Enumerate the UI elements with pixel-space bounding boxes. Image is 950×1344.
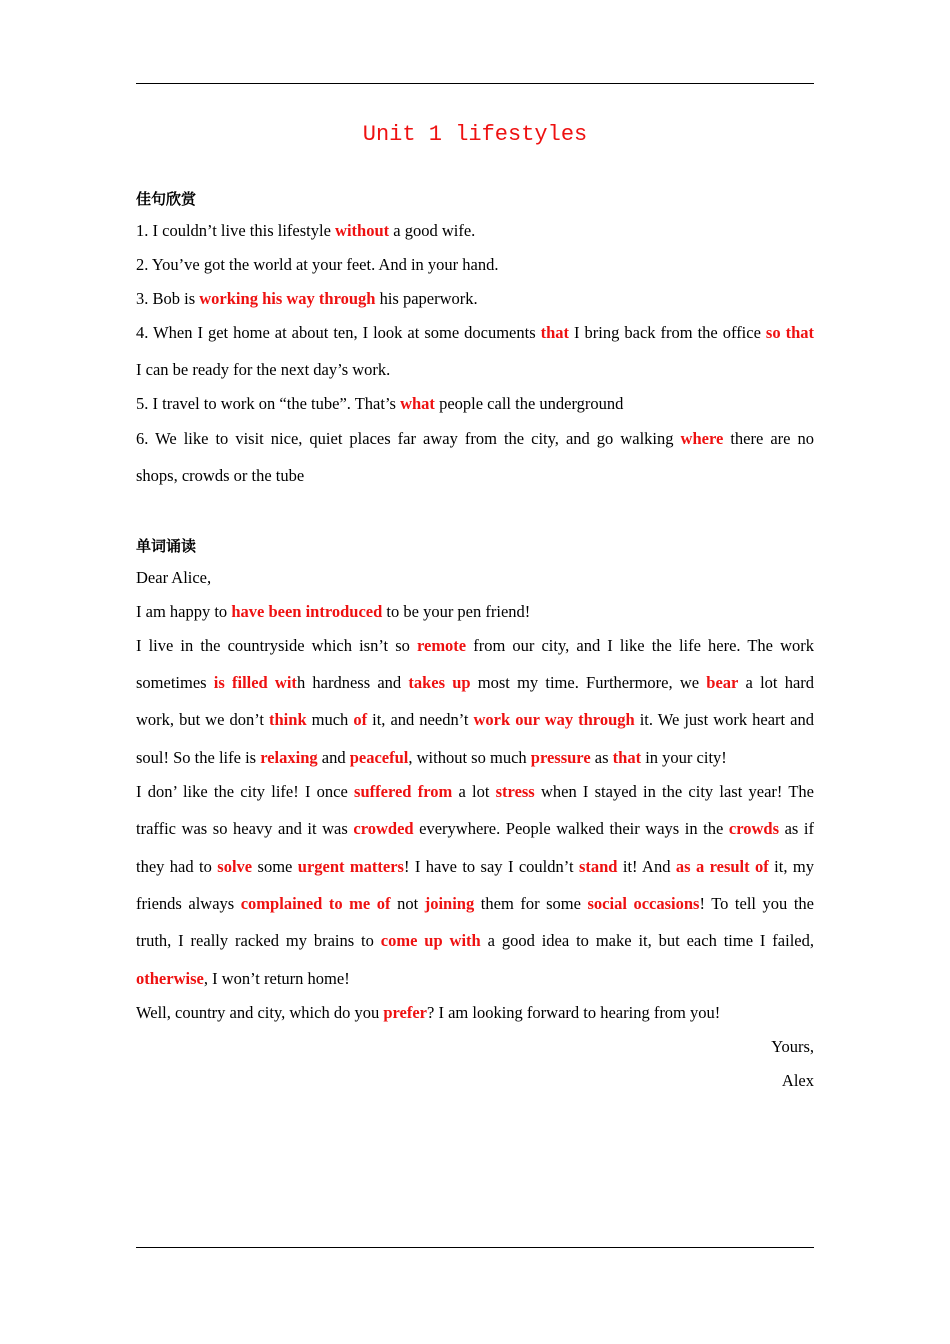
text-segment: ? I am looking forward to hearing from you!: [427, 1003, 721, 1022]
text-segment: truth, I really racked my brains to: [136, 931, 381, 950]
text-segment: people call the underground: [434, 394, 624, 413]
highlighted-phrase: as a result of: [675, 857, 769, 876]
text-segment: not: [390, 894, 425, 913]
text-segment: it! And: [617, 857, 676, 876]
highlighted-phrase: without: [335, 221, 390, 240]
text-segment: they had to: [136, 857, 218, 876]
letter-line: [136, 635, 814, 657]
highlighted-phrase: relaxing: [260, 748, 318, 767]
letter-line: [136, 709, 814, 731]
text-segment: his paperwork.: [375, 289, 478, 308]
highlighted-phrase: that: [612, 748, 642, 767]
text-segment: h hardness and: [296, 673, 409, 692]
text-segment: I live in the countryside which isn’t so: [136, 636, 417, 655]
highlighted-phrase: complained to me of: [240, 894, 391, 913]
text-segment: as: [590, 748, 613, 767]
text-segment: a good wife.: [389, 221, 476, 240]
highlighted-phrase: stress: [495, 782, 535, 801]
highlighted-phrase: is filled wit: [213, 673, 297, 692]
highlighted-phrase: prefer: [383, 1003, 428, 1022]
highlighted-phrase: think: [269, 710, 307, 729]
letter-line: [136, 747, 814, 769]
letter-line: [136, 1070, 814, 1092]
highlighted-phrase: crowds: [728, 819, 780, 838]
text-segment: Alex: [781, 1071, 814, 1090]
text-segment: 6. We like to visit nice, quiet places far away from the city, and go walking: [136, 429, 681, 448]
letter-line: [136, 781, 814, 803]
text-segment: work, but we don’t: [136, 710, 270, 729]
text-segment: when I stayed in the city last year! The: [534, 782, 814, 801]
highlighted-phrase: crowded: [353, 819, 414, 838]
highlighted-phrase: peaceful: [349, 748, 409, 767]
text-segment: Yours,: [771, 1037, 814, 1056]
highlighted-phrase: suffered from: [354, 782, 453, 801]
highlighted-phrase: remote: [416, 636, 467, 655]
text-segment: everywhere. People walked their ways in the: [413, 819, 729, 838]
sentence-line: [136, 393, 814, 415]
sentence-line: [136, 254, 814, 276]
letter-line: [136, 1036, 814, 1058]
text-segment: it, my: [768, 857, 814, 876]
text-segment: I bring back from the office: [569, 323, 766, 342]
letter-line: [136, 567, 814, 589]
text-segment: there are no: [723, 429, 814, 448]
sentence-line: [136, 288, 814, 310]
sentence-line: [136, 220, 814, 242]
letter-line: [136, 856, 814, 878]
highlighted-phrase: takes up: [408, 673, 471, 692]
text-segment: ! I have to say I couldn’t: [403, 857, 579, 876]
letter-line: [136, 601, 814, 623]
letter-line: [136, 893, 814, 915]
highlighted-phrase: work our way through: [473, 710, 635, 729]
text-segment: a good idea to make it, but each time I failed,: [480, 931, 814, 950]
text-segment: sometimes: [136, 673, 214, 692]
text-segment: a lot hard: [738, 673, 815, 692]
text-segment: them for some: [474, 894, 588, 913]
page-title: Unit 1 lifestyles: [362, 122, 588, 147]
text-segment: it, and needn’t: [367, 710, 474, 729]
text-segment: to be your pen friend!: [382, 602, 531, 621]
sentence-line: [136, 465, 814, 487]
text-segment: friends always: [136, 894, 241, 913]
highlighted-phrase: pressure: [530, 748, 591, 767]
text-segment: , without so much: [408, 748, 531, 767]
highlighted-phrase: working his way through: [199, 289, 376, 308]
section-heading-words: 单词诵读: [136, 537, 197, 555]
letter-line: [136, 672, 814, 694]
highlighted-phrase: social occasions: [587, 894, 700, 913]
sentence-line: [136, 428, 814, 450]
footer-rule: [136, 1247, 814, 1248]
highlighted-phrase: urgent matters: [297, 857, 404, 876]
text-segment: much: [306, 710, 354, 729]
highlighted-phrase: stand: [578, 857, 618, 876]
text-segment: as if: [779, 819, 814, 838]
highlighted-phrase: so that: [765, 323, 815, 342]
letter-line: [136, 1002, 814, 1024]
section-heading-sentences: 佳句欣赏: [136, 190, 197, 208]
text-segment: 5. I travel to work on “the tube”. That’s: [136, 394, 401, 413]
highlighted-phrase: bear: [706, 673, 739, 692]
text-segment: , I won’t return home!: [203, 969, 350, 988]
text-segment: I can be ready for the next day’s work.: [136, 360, 391, 379]
text-segment: some: [252, 857, 298, 876]
highlighted-phrase: come up with: [380, 931, 481, 950]
highlighted-phrase: where: [680, 429, 724, 448]
text-segment: it. We just work heart and: [634, 710, 814, 729]
text-segment: a lot: [452, 782, 496, 801]
highlighted-phrase: have been introduced: [231, 602, 383, 621]
text-segment: 2. You’ve got the world at your feet. And in your hand.: [136, 255, 499, 274]
letter-line: [136, 930, 814, 952]
text-segment: I am happy to: [136, 602, 232, 621]
text-segment: 1. I couldn’t live this lifestyle: [136, 221, 336, 240]
text-segment: Dear Alice,: [136, 568, 212, 587]
highlighted-phrase: what: [400, 394, 435, 413]
highlighted-phrase: otherwise: [136, 969, 204, 988]
highlighted-phrase: solve: [217, 857, 253, 876]
highlighted-phrase: that: [540, 323, 570, 342]
text-segment: from our city, and I like the life here. The work: [466, 636, 814, 655]
highlighted-phrase: of: [353, 710, 368, 729]
letter-line: [136, 818, 814, 840]
text-segment: soul! So the life is: [136, 748, 261, 767]
text-segment: ! To tell you the: [699, 894, 815, 913]
text-segment: 4. When I get home at about ten, I look at some documents: [136, 323, 541, 342]
text-segment: I don’ like the city life! I once: [136, 782, 355, 801]
letter-line: [136, 968, 814, 990]
text-segment: most my time. Furthermore, we: [470, 673, 707, 692]
text-segment: 3. Bob is: [136, 289, 200, 308]
header-rule: [136, 83, 814, 84]
text-segment: shops, crowds or the tube: [136, 466, 305, 485]
highlighted-phrase: joining: [424, 894, 475, 913]
text-segment: and: [317, 748, 350, 767]
sentence-line: [136, 322, 814, 344]
text-segment: in your city!: [641, 748, 727, 767]
sentence-line: [136, 359, 814, 381]
text-segment: traffic was so heavy and it was: [136, 819, 354, 838]
text-segment: Well, country and city, which do you: [136, 1003, 384, 1022]
